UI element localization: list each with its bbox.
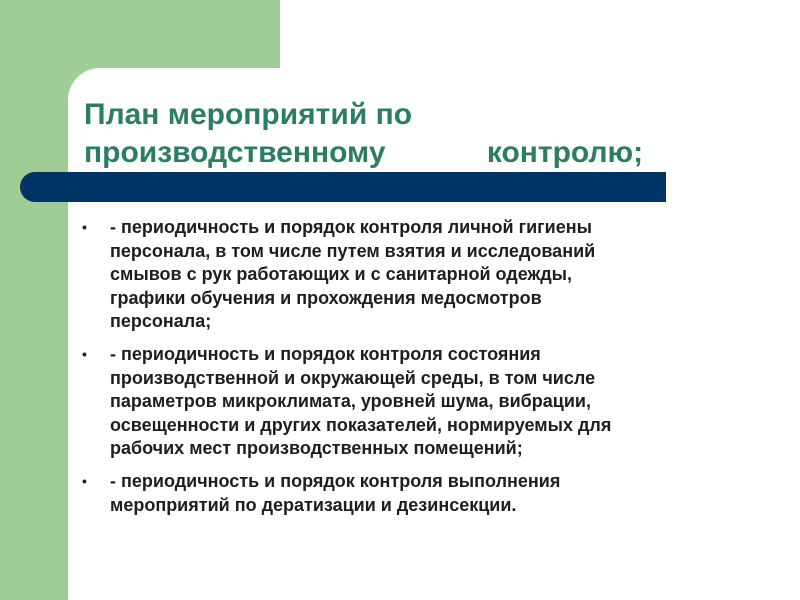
bullet-text-line: - периодичность и порядок контроля личной гигиены — [110, 217, 592, 237]
bullet-dot-icon: • — [82, 219, 87, 235]
bullet-text-line: персонала, в том числе путем взятия и исследований — [110, 240, 596, 261]
bullet-text-line: мероприятий по дератизации и дезинсекции. — [110, 494, 517, 515]
slide-title-line-1: План мероприятий по — [84, 98, 413, 131]
bullet-dot-icon: • — [82, 472, 87, 489]
bullet-item-pest-control — [82, 470, 742, 517]
bullet-item-environment-control — [82, 343, 742, 461]
bullet-text-line: - периодичность и порядок контроля выполнения — [110, 470, 561, 491]
bullet-text-line: смывов с рук работающих и с санитарной одежды, — [110, 264, 573, 285]
title-underline-bar — [20, 172, 666, 202]
bullet-text-line: персонала; — [110, 311, 212, 332]
bullet-dot-icon: • — [82, 345, 87, 362]
bullet-text-line: параметров микроклимата, уровней шума, вибрации, — [110, 391, 591, 412]
bullet-text-line: графики обучения и прохождения медосмотров — [110, 287, 542, 308]
bullet-item-hygiene-control — [82, 216, 742, 334]
bullet-text-line: - периодичность и порядок контроля состояния — [110, 343, 541, 364]
bullet-text-line: производственной и окружающей среды, в том числе — [110, 367, 596, 388]
bullet-text-line: рабочих мест производственных помещений; — [110, 438, 523, 459]
bullet-list — [82, 216, 742, 526]
slide-title — [84, 96, 643, 172]
slide-title-line-2: производственному контролю; — [84, 136, 644, 169]
bullet-text-line: освещенности и других показателей, нормируемых для — [110, 414, 612, 435]
decorative-green-strip-left — [0, 0, 68, 600]
